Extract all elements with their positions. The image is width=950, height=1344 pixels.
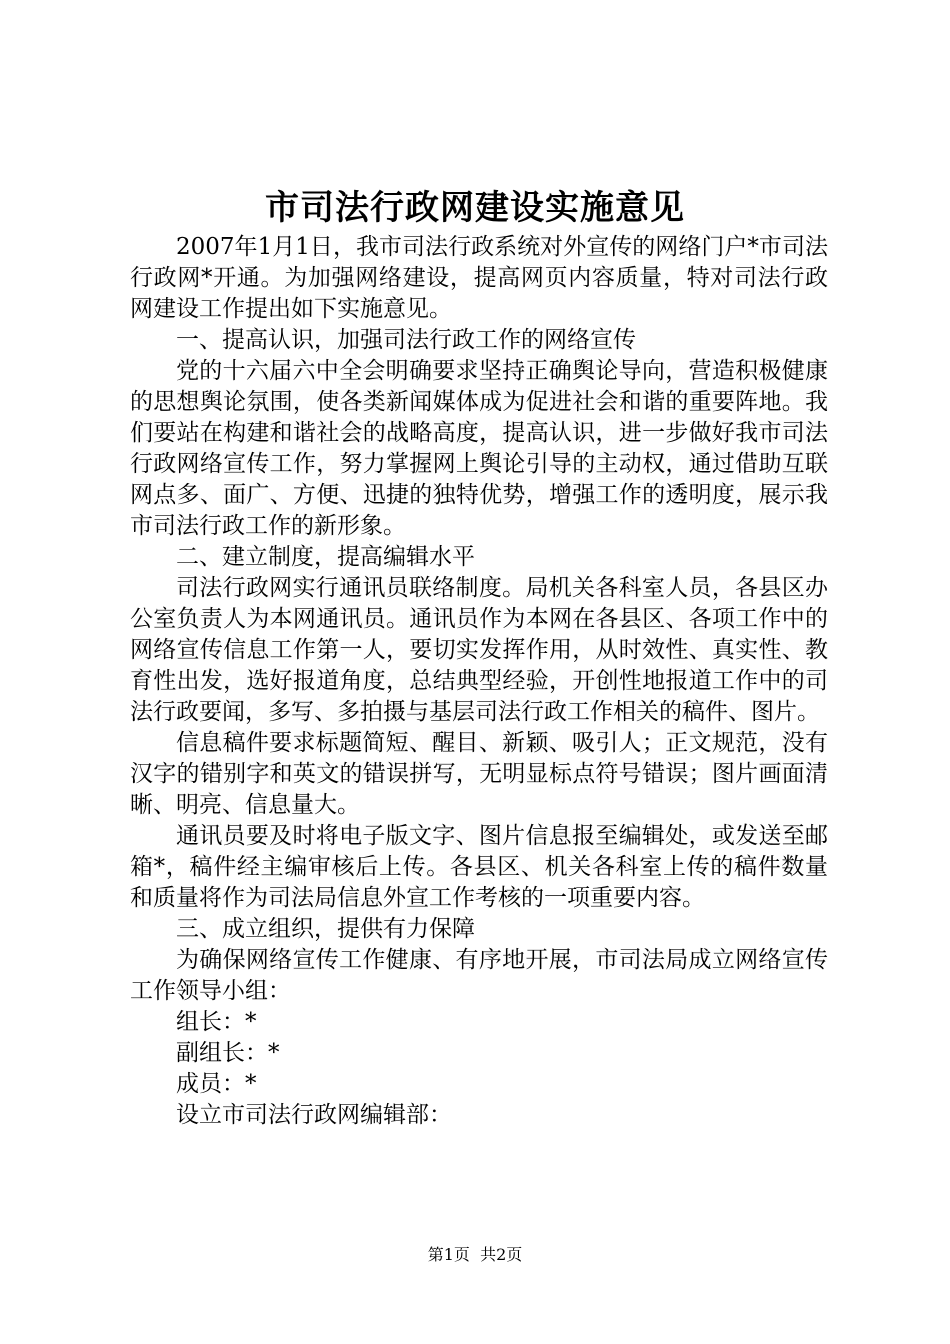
- section-heading-3: 三、成立组织，提供有力保障: [176, 916, 475, 942]
- document-title: 市司法行政网建设实施意见: [265, 188, 685, 228]
- paragraph-correspondent-system: 司法行政网实行通讯员联络制度。局机关各科室人员，各县区办公室负责人为本网通讯员。通讯员作为本网在各县区、各项工作中的网络宣传信息工作第一人，要切实发挥作用，从时效性、真实性、教育性出发，选好报道角度，总结典型经验，开创性地报道工作中的司法行政要闻，多写、多拍摄与基层司法行政工作相关的稿件、图片。: [130, 575, 828, 725]
- paragraph-intro: 2007年1月1日，我市司法行政系统对外宣传的网络门户*市司法行政网*开通。为加强网络建设，提高网页内容质量，特对司法行政网建设工作提出如下实施意见。: [130, 234, 828, 322]
- line-editorial-department: 设立市司法行政网编辑部：: [176, 1102, 452, 1128]
- paragraph-submission: 通讯员要及时将电子版文字、图片信息报至编辑处，或发送至邮箱*，稿件经主编审核后上传。各县区、机关各科室上传的稿件数量和质量将作为司法局信息外宣工作考核的一项重要内容。: [130, 823, 828, 911]
- paragraph-manuscript-requirements: 信息稿件要求标题简短、醒目、新颖、吸引人；正文规范，没有汉字的错别字和英文的错误拼写，无明显标点符号错误；图片画面清晰、明亮、信息量大。: [130, 730, 828, 818]
- line-group-leader: 组长：*: [176, 1009, 257, 1035]
- section-heading-1: 一、提高认识，加强司法行政工作的网络宣传: [176, 327, 636, 353]
- section-heading-2: 二、建立制度，提高编辑水平: [176, 544, 475, 570]
- paragraph-section-1: 党的十六届六中全会明确要求坚持正确舆论导向，营造积极健康的思想舆论氛围，使各类新闻媒体成为促进社会和谐的重要阵地。我们要站在构建和谐社会的战略高度，提高认识，进一步做好我市司法行政网络宣传工作，努力掌握网上舆论引导的主动权，通过借助互联网点多、面广、方便、迅捷的独特优势，增强工作的透明度，展示我市司法行政工作的新形象。: [130, 358, 828, 539]
- paragraph-leading-group: 为确保网络宣传工作健康、有序地开展，市司法局成立网络宣传工作领导小组：: [130, 947, 828, 1004]
- document-body: [130, 232, 828, 1131]
- line-members: 成员：*: [176, 1071, 257, 1097]
- line-deputy-leader: 副组长：*: [176, 1040, 280, 1066]
- page-footer: [0, 1244, 950, 1266]
- page-number: 第1页 共2页: [427, 1245, 523, 1264]
